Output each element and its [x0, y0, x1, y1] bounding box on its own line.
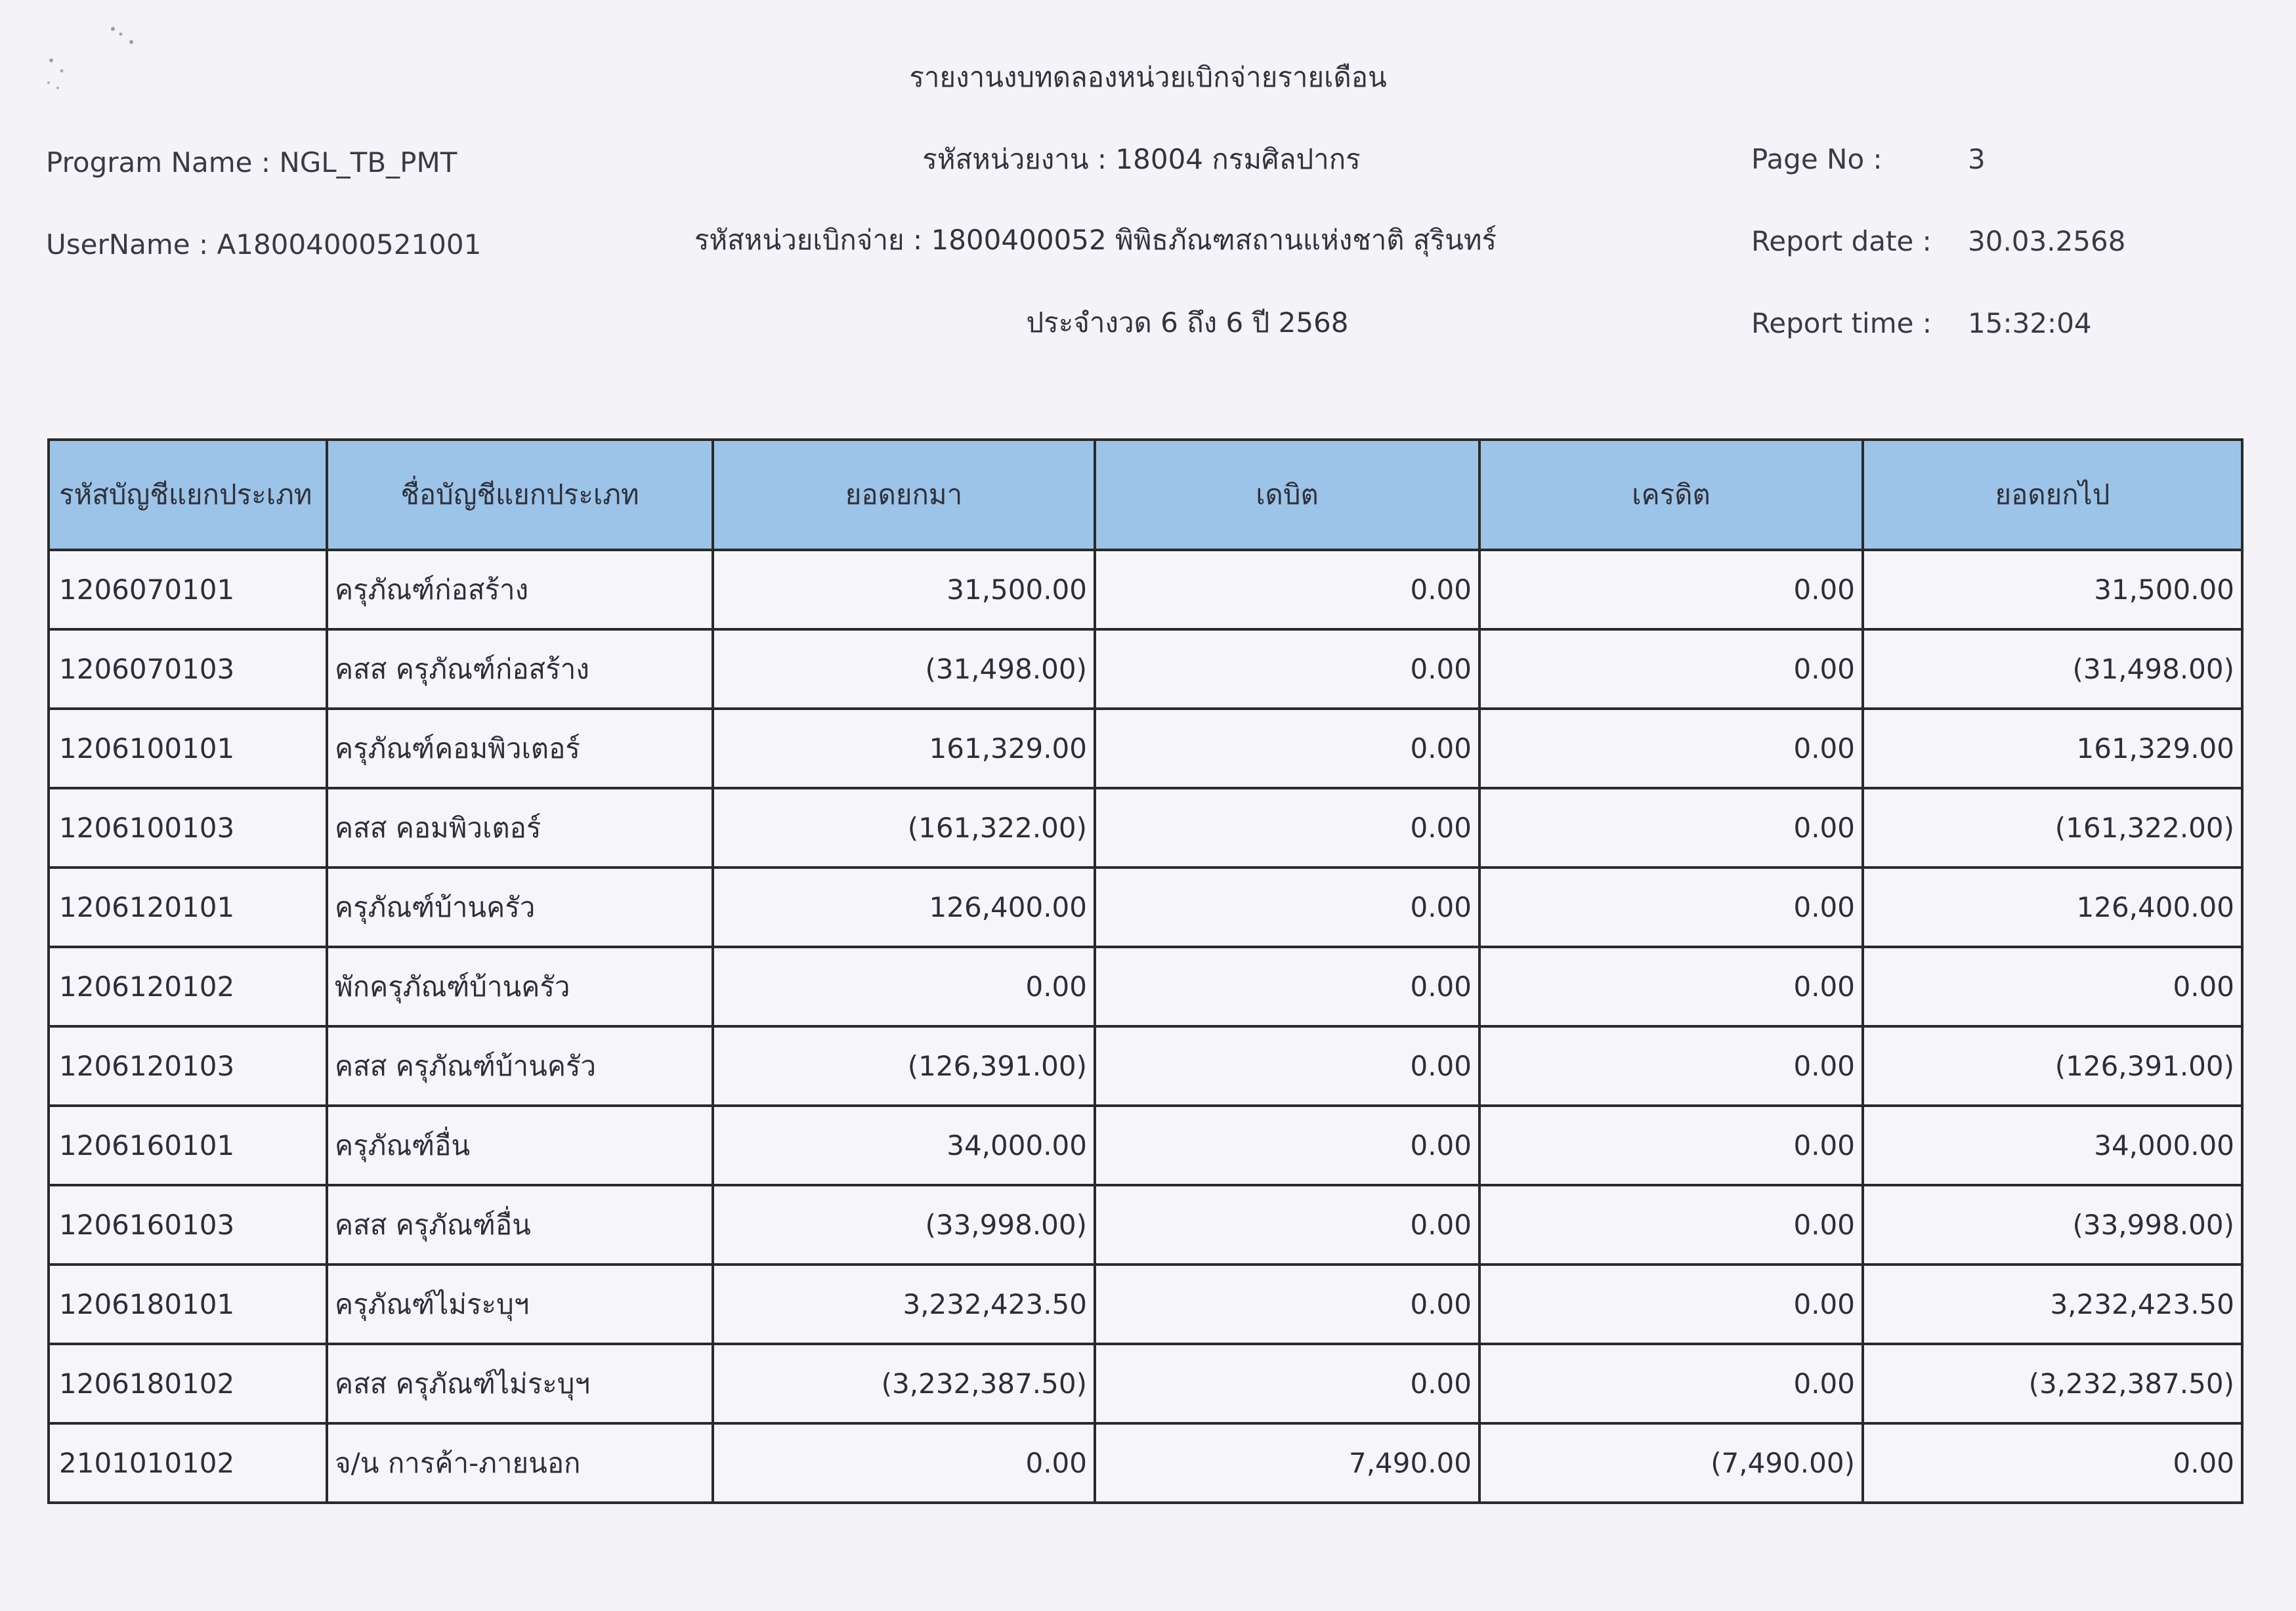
credit-cell: 0.00	[1479, 868, 1863, 947]
closing-balance-cell: 0.00	[1863, 1423, 2242, 1503]
debit-cell: 0.00	[1095, 709, 1479, 788]
account-name-cell: ครุภัณฑ์บ้านครัว	[327, 868, 713, 947]
table-row	[49, 1185, 2242, 1265]
credit-cell: 0.00	[1479, 1026, 1863, 1106]
closing-balance-cell: 0.00	[1863, 947, 2242, 1026]
report-date-value: 30.03.2568	[1968, 225, 2126, 257]
opening-balance-cell: 126,400.00	[713, 868, 1095, 947]
debit-cell: 0.00	[1095, 1026, 1479, 1106]
opening-balance-cell: (31,498.00)	[713, 629, 1095, 709]
account-code-cell: 2101010102	[49, 1423, 327, 1503]
opening-balance-cell: (3,232,387.50)	[713, 1344, 1095, 1423]
opening-balance-cell: 31,500.00	[713, 550, 1095, 629]
debit-cell: 0.00	[1095, 1344, 1479, 1423]
table-row	[49, 1265, 2242, 1344]
account-name-cell: พักครุภัณฑ์บ้านครัว	[327, 947, 713, 1026]
table-row	[49, 1106, 2242, 1185]
col-header-account-code: รหัสบัญชีแยกประเภท	[49, 440, 327, 550]
trial-balance-table	[47, 438, 2243, 1504]
closing-balance-cell: (3,232,387.50)	[1863, 1344, 2242, 1423]
opening-balance-cell: 161,329.00	[713, 709, 1095, 788]
closing-balance-cell: (33,998.00)	[1863, 1185, 2242, 1265]
debit-cell: 0.00	[1095, 550, 1479, 629]
account-code-cell: 1206120101	[49, 868, 327, 947]
debit-cell: 7,490.00	[1095, 1423, 1479, 1503]
credit-cell: 0.00	[1479, 629, 1863, 709]
table-row	[49, 868, 2242, 947]
page-no-label: Page No :	[1751, 143, 1882, 175]
table-row	[49, 1026, 2242, 1106]
credit-cell: 0.00	[1479, 709, 1863, 788]
credit-cell: 0.00	[1479, 550, 1863, 629]
closing-balance-cell: 161,329.00	[1863, 709, 2242, 788]
table-header-row	[49, 440, 2242, 550]
account-name-cell: จ/น การค้า-ภายนอก	[327, 1423, 713, 1503]
credit-cell: 0.00	[1479, 1106, 1863, 1185]
col-header-debit: เดบิต	[1095, 440, 1479, 550]
col-header-closing-balance: ยอดยกไป	[1863, 440, 2242, 550]
report-title: รายงานงบทดลองหน่วยเบิกจ่ายรายเดือน	[909, 61, 1387, 93]
account-code-cell: 1206120102	[49, 947, 327, 1026]
closing-balance-cell: (161,322.00)	[1863, 788, 2242, 868]
opening-balance-cell: 0.00	[713, 947, 1095, 1026]
account-name-cell: คสส คอมพิวเตอร์	[327, 788, 713, 868]
account-code-cell: 1206180102	[49, 1344, 327, 1423]
credit-cell: 0.00	[1479, 788, 1863, 868]
table-row	[49, 550, 2242, 629]
user-name: UserName : A18004000521001	[46, 228, 482, 261]
agency-code: รหัสหน่วยงาน : 18004 กรมศิลปากร	[922, 143, 1361, 175]
closing-balance-cell: (31,498.00)	[1863, 629, 2242, 709]
debit-cell: 0.00	[1095, 1185, 1479, 1265]
opening-balance-cell: (161,322.00)	[713, 788, 1095, 868]
opening-balance-cell: (33,998.00)	[713, 1185, 1095, 1265]
credit-cell: 0.00	[1479, 1344, 1863, 1423]
closing-balance-cell: 3,232,423.50	[1863, 1265, 2242, 1344]
report-date-label: Report date :	[1751, 225, 1932, 257]
disbursing-unit: รหัสหน่วยเบิกจ่าย : 1800400052 พิพิธภัณฑสถานแห่งชาติ สุรินทร์	[694, 224, 1497, 256]
credit-cell: 0.00	[1479, 1265, 1863, 1344]
account-code-cell: 1206070101	[49, 550, 327, 629]
col-header-credit: เครดิต	[1479, 440, 1863, 550]
debit-cell: 0.00	[1095, 947, 1479, 1026]
table-row	[49, 1344, 2242, 1423]
program-name: Program Name : NGL_TB_PMT	[46, 146, 457, 178]
table-row	[49, 629, 2242, 709]
debit-cell: 0.00	[1095, 868, 1479, 947]
account-name-cell: คสส ครุภัณฑ์ไม่ระบุฯ	[327, 1344, 713, 1423]
debit-cell: 0.00	[1095, 1265, 1479, 1344]
account-code-cell: 1206070103	[49, 629, 327, 709]
credit-cell: 0.00	[1479, 947, 1863, 1026]
table-row	[49, 947, 2242, 1026]
credit-cell: (7,490.00)	[1479, 1423, 1863, 1503]
account-code-cell: 1206100101	[49, 709, 327, 788]
report-time-value: 15:32:04	[1968, 307, 2092, 339]
table-row	[49, 709, 2242, 788]
table-row	[49, 1423, 2242, 1503]
opening-balance-cell: 0.00	[713, 1423, 1095, 1503]
closing-balance-cell: 126,400.00	[1863, 868, 2242, 947]
closing-balance-cell: (126,391.00)	[1863, 1026, 2242, 1106]
closing-balance-cell: 34,000.00	[1863, 1106, 2242, 1185]
account-code-cell: 1206100103	[49, 788, 327, 868]
table-row	[49, 788, 2242, 868]
debit-cell: 0.00	[1095, 1106, 1479, 1185]
opening-balance-cell: 34,000.00	[713, 1106, 1095, 1185]
account-code-cell: 1206160101	[49, 1106, 327, 1185]
page-no-value: 3	[1968, 143, 1986, 175]
account-name-cell: ครุภัณฑ์อื่น	[327, 1106, 713, 1185]
report-time-label: Report time :	[1751, 307, 1932, 339]
account-name-cell: ครุภัณฑ์คอมพิวเตอร์	[327, 709, 713, 788]
account-code-cell: 1206120103	[49, 1026, 327, 1106]
account-code-cell: 1206160103	[49, 1185, 327, 1265]
report-period: ประจำงวด 6 ถึง 6 ปี 2568	[1026, 306, 1349, 339]
account-name-cell: คสส ครุภัณฑ์บ้านครัว	[327, 1026, 713, 1106]
debit-cell: 0.00	[1095, 788, 1479, 868]
col-header-account-name: ชื่อบัญชีแยกประเภท	[327, 440, 713, 550]
col-header-opening-balance: ยอดยกมา	[713, 440, 1095, 550]
account-name-cell: ครุภัณฑ์ไม่ระบุฯ	[327, 1265, 713, 1344]
closing-balance-cell: 31,500.00	[1863, 550, 2242, 629]
opening-balance-cell: (126,391.00)	[713, 1026, 1095, 1106]
account-name-cell: คสส ครุภัณฑ์ก่อสร้าง	[327, 629, 713, 709]
debit-cell: 0.00	[1095, 629, 1479, 709]
account-name-cell: คสส ครุภัณฑ์อื่น	[327, 1185, 713, 1265]
credit-cell: 0.00	[1479, 1185, 1863, 1265]
account-code-cell: 1206180101	[49, 1265, 327, 1344]
opening-balance-cell: 3,232,423.50	[713, 1265, 1095, 1344]
account-name-cell: ครุภัณฑ์ก่อสร้าง	[327, 550, 713, 629]
